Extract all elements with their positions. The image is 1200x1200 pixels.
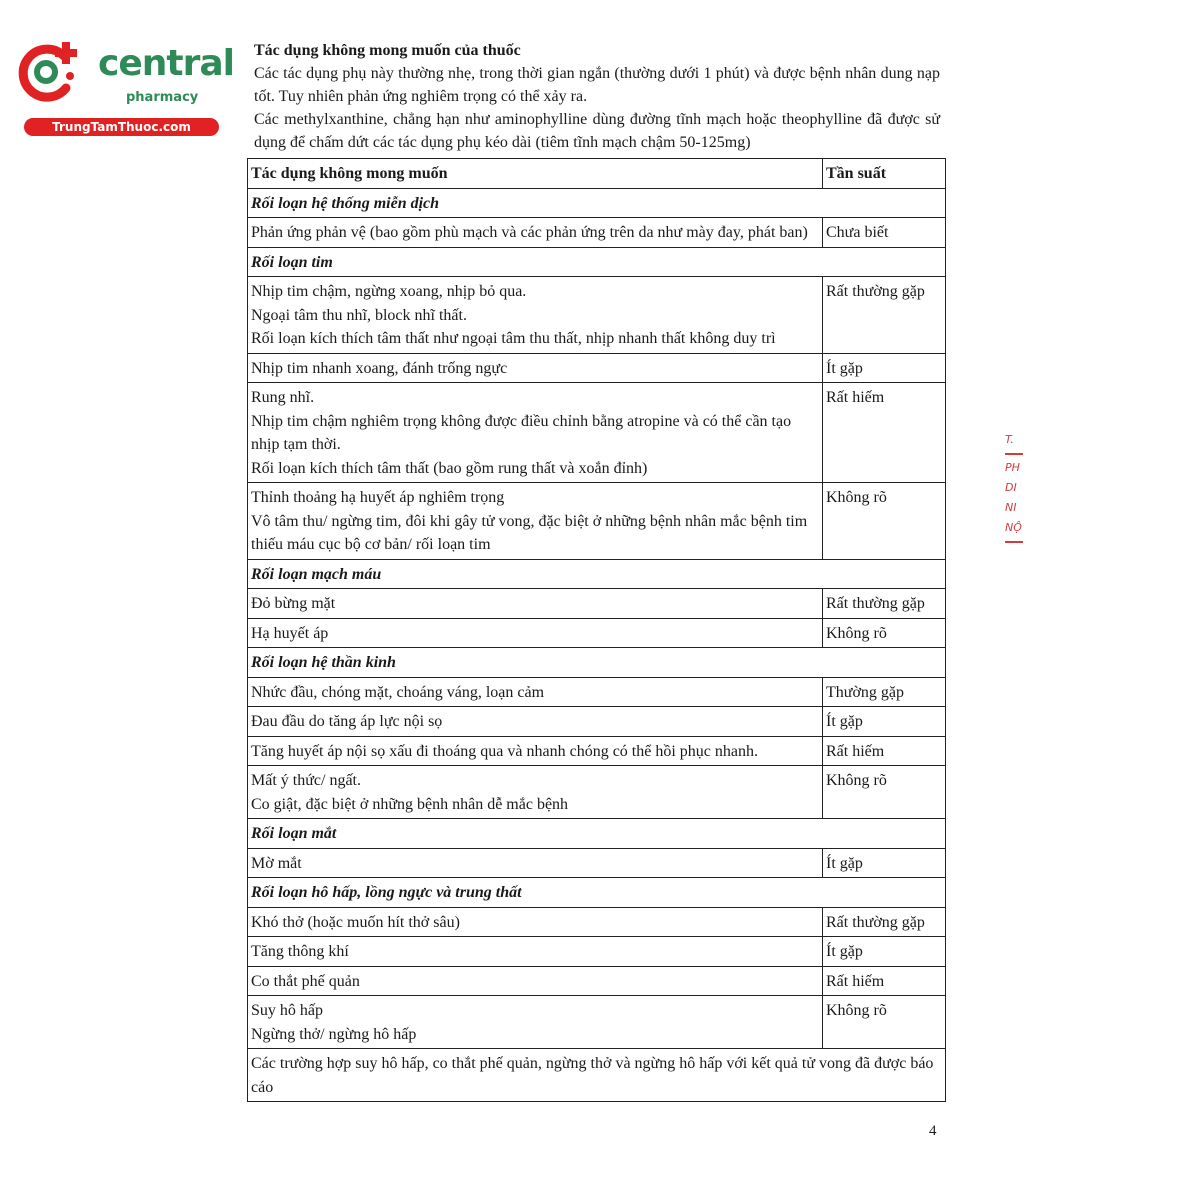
effect-text: Phản ứng phản vệ (bao gồm phù mạch và các phản ứng trên da như mày đay, phát ban) xyxy=(251,224,808,241)
effect-text: Rối loạn kích thích tâm thất (bao gồm rung thất và xoắn đỉnh) xyxy=(251,459,648,477)
effect-cell xyxy=(248,966,823,996)
effect-cell xyxy=(248,218,823,248)
intro-text xyxy=(254,62,940,154)
effect-text: Co giật, đặc biệt ở những bệnh nhân dễ mắc bệnh xyxy=(251,795,569,813)
frequency-cell: Rất thường gặp xyxy=(823,277,946,354)
table-row xyxy=(248,218,946,248)
category-title: Rối loạn mắt xyxy=(248,819,946,849)
frequency-cell: Không rõ xyxy=(823,618,946,648)
table-row xyxy=(248,966,946,996)
effect-text: Đỏ bừng mặt xyxy=(251,595,336,612)
frequency-cell: Chưa biết xyxy=(823,218,946,248)
effect-cell xyxy=(248,618,823,648)
category-row xyxy=(248,819,946,849)
intro-paragraph: Các methylxanthine, chẳng hạn như aminophylline dùng đường tĩnh mạch hoặc theophylline đã được sử dụng để chấm dứt các tác dụng phụ kéo dài (tiêm tĩnh mạch chậm 50-125mg) xyxy=(254,111,940,151)
category-title: Rối loạn hệ thần kinh xyxy=(248,648,946,678)
effect-text: Co thắt phế quản xyxy=(251,972,360,990)
central-pharmacy-logo xyxy=(10,38,234,138)
effect-text: Hạ huyết áp xyxy=(251,624,329,642)
effect-text: Thỉnh thoảng hạ huyết áp nghiêm trọng xyxy=(251,489,505,506)
effect-text: Rối loạn kích thích tâm thất như ngoại tâm thu thất, nhịp nhanh thất không duy trì xyxy=(251,330,776,347)
effect-cell xyxy=(248,937,823,967)
page-number: 4 xyxy=(929,1123,937,1139)
frequency-cell: Rất thường gặp xyxy=(823,907,946,937)
section-heading: Tác dụng không mong muốn của thuốc xyxy=(254,42,521,59)
effect-text: Suy hô hấp xyxy=(251,1002,323,1019)
category-row xyxy=(248,247,946,277)
pharmacy-cross-logo-icon xyxy=(10,38,90,108)
effect-cell xyxy=(248,766,823,819)
table-row xyxy=(248,483,946,560)
table-row xyxy=(248,907,946,937)
effect-text: Nhịp tim chậm nghiêm trọng không được điều chỉnh bằng atropine và có thể cần tạo nhịp tạm thời. xyxy=(251,412,792,453)
intro-paragraph: Các tác dụng phụ này thường nhẹ, trong thời gian ngắn (thường dưới 1 phút) và được bệnh nhân dung nạp tốt. Tuy nhiên phản ứng nghiêm trọng có thể xảy ra. xyxy=(254,65,940,105)
stamp-text: NI xyxy=(1005,501,1017,514)
stamp-line xyxy=(1005,541,1023,543)
category-row xyxy=(248,878,946,908)
table-row xyxy=(248,677,946,707)
table-row xyxy=(248,736,946,766)
frequency-cell: Không rõ xyxy=(823,996,946,1049)
category-title: Rối loạn mạch máu xyxy=(248,559,946,589)
effect-text: Rung nhĩ. xyxy=(251,389,315,406)
frequency-cell: Rất hiếm xyxy=(823,383,946,483)
effect-cell xyxy=(248,996,823,1049)
frequency-cell: Rất hiếm xyxy=(823,736,946,766)
table-row xyxy=(248,937,946,967)
table-row xyxy=(248,707,946,737)
effect-cell xyxy=(248,277,823,354)
frequency-cell: Ít gặp xyxy=(823,707,946,737)
effect-cell xyxy=(248,353,823,383)
logo-subtitle: pharmacy xyxy=(126,90,199,105)
logo-name: central xyxy=(98,43,234,84)
stamp-text: NỘ xyxy=(1005,521,1022,534)
table-row xyxy=(248,589,946,619)
logo-url: TrungTamThuoc.com xyxy=(24,118,219,136)
category-title: Rối loạn tim xyxy=(248,247,946,277)
effect-text: Mờ mắt xyxy=(251,854,302,872)
header-frequency: Tần suất xyxy=(823,159,946,189)
effect-cell xyxy=(248,907,823,937)
frequency-cell: Rất thường gặp xyxy=(823,589,946,619)
effect-text: Ngừng thở/ ngừng hô hấp xyxy=(251,1025,417,1043)
frequency-cell: Ít gặp xyxy=(823,848,946,878)
frequency-cell: Thường gặp xyxy=(823,677,946,707)
category-title: Rối loạn hệ thống miễn dịch xyxy=(248,188,946,218)
effect-text: Ngoại tâm thu nhĩ, block nhĩ thất. xyxy=(251,306,467,324)
frequency-cell: Không rõ xyxy=(823,766,946,819)
frequency-cell: Ít gặp xyxy=(823,937,946,967)
table-header-row xyxy=(248,159,946,189)
stamp-text: PH xyxy=(1005,461,1020,474)
red-stamp-fragment xyxy=(1005,430,1027,585)
note-text: Các trường hợp suy hô hấp, co thắt phế quản, ngừng thở và ngừng hô hấp với kết quả tử vong đã được báo cáo xyxy=(248,1049,946,1102)
effect-text: Tăng huyết áp nội sọ xấu đi thoáng qua và nhanh chóng có thể hồi phục nhanh. xyxy=(251,742,758,760)
note-row xyxy=(248,1049,946,1102)
frequency-cell: Rất hiếm xyxy=(823,966,946,996)
table-row xyxy=(248,353,946,383)
effect-text: Tăng thông khí xyxy=(251,943,349,960)
category-row xyxy=(248,188,946,218)
header-effect: Tác dụng không mong muốn xyxy=(248,159,823,189)
effect-text: Nhịp tim nhanh xoang, đánh trống ngực xyxy=(251,359,508,377)
category-title: Rối loạn hô hấp, lồng ngực và trung thất xyxy=(248,878,946,908)
table-row xyxy=(248,277,946,354)
effect-cell xyxy=(248,707,823,737)
effect-text: Đau đầu do tăng áp lực nội sọ xyxy=(251,713,443,730)
stamp-text: T. xyxy=(1005,433,1014,446)
effect-text: Nhịp tim chậm, ngừng xoang, nhịp bỏ qua. xyxy=(251,283,527,300)
table-row xyxy=(248,618,946,648)
table-row xyxy=(248,996,946,1049)
frequency-cell: Ít gặp xyxy=(823,353,946,383)
stamp-line xyxy=(1005,453,1023,455)
effect-cell xyxy=(248,677,823,707)
effect-text: Mất ý thức/ ngất. xyxy=(251,772,361,789)
effect-cell xyxy=(248,848,823,878)
table-row xyxy=(248,848,946,878)
effect-cell xyxy=(248,589,823,619)
frequency-cell: Không rõ xyxy=(823,483,946,560)
side-effects-table-body xyxy=(248,159,946,1102)
table-row xyxy=(248,766,946,819)
effect-text: Vô tâm thu/ ngừng tim, đôi khi gây tử vong, đặc biệt ở những bệnh nhân mắc bệnh tim thiếu máu cục bộ cơ bản/ rối loạn tim xyxy=(251,512,808,553)
document-intro-section xyxy=(254,40,940,154)
table-row xyxy=(248,383,946,483)
effect-text: Nhức đầu, chóng mặt, choáng váng, loạn cảm xyxy=(251,683,545,701)
effect-cell xyxy=(248,483,823,560)
category-row xyxy=(248,648,946,678)
effect-cell xyxy=(248,383,823,483)
side-effects-table xyxy=(247,158,946,1102)
category-row xyxy=(248,559,946,589)
effect-text: Khó thở (hoặc muốn hít thở sâu) xyxy=(251,913,460,931)
effect-cell xyxy=(248,736,823,766)
stamp-text: DI xyxy=(1005,481,1017,494)
